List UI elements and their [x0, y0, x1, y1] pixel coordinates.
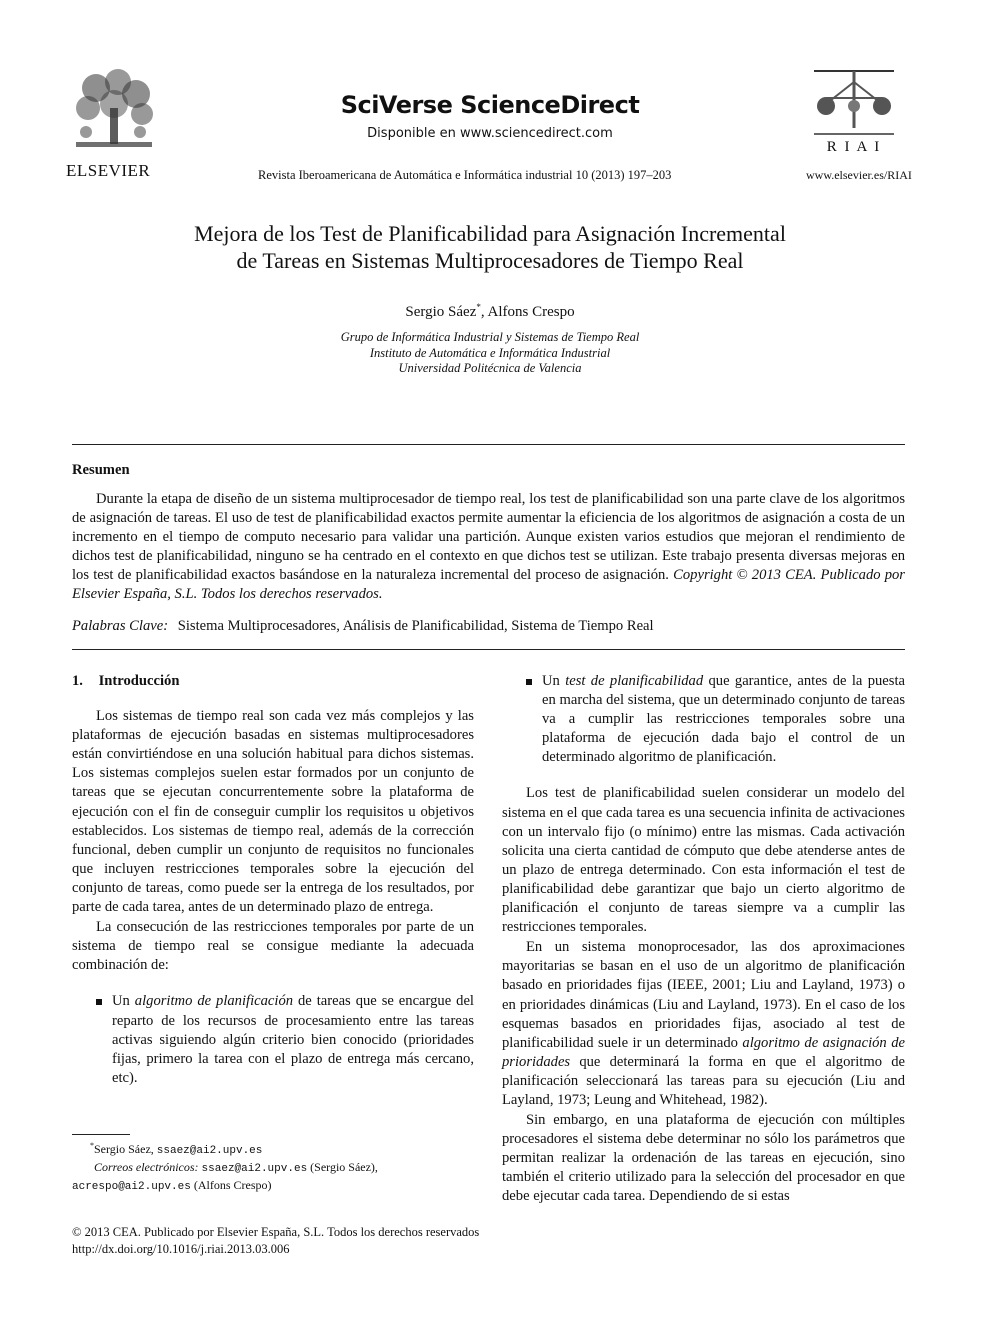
footnote-name: Sergio Sáez, [94, 1142, 157, 1156]
column-right [502, 672, 905, 1207]
article-title-line2: de Tareas en Sistemas Multiprocesadores de Tiempo Real [236, 248, 744, 273]
elsevier-logo [66, 68, 162, 180]
footnote-emails-label: Correos electrónicos: [94, 1160, 199, 1174]
author-footnote-mark[interactable]: * [476, 302, 481, 312]
intro-paragraph-2: La consecución de las restricciones temporales por parte de un sistema de tiempo real se consigue mediante la adecuada combinación de: [72, 919, 474, 974]
affiliations [190, 330, 790, 377]
bullet-square-icon [96, 999, 102, 1005]
footnote: *Sergio Sáez, ssaez@ai2.upv.es Correos electrónicos: ssaez@ai2.upv.es (Sergio Sáez), acrespo@ai2.upv.es (Alfons Crespo) [72, 1141, 378, 1193]
footnote-divider [72, 1134, 130, 1135]
email-saez[interactable]: ssaez@ai2.upv.es [201, 1163, 308, 1175]
affiliation-group: Grupo de Informática Industrial y Sistemas de Tiempo Real [340, 330, 640, 344]
journal-line: Revista Iberoamericana de Automática e Informática industrial 10 (2013) 197–203 [258, 168, 672, 182]
abstract-copyright: Copyright © 2013 CEA. Publicado por Elsevier España, S.L. Todos los derechos reservados. [72, 567, 905, 603]
section-number: 1. [72, 673, 83, 689]
authors [190, 302, 790, 321]
author-crespo: , Alfons Crespo [480, 304, 575, 320]
email-crespo[interactable]: acrespo@ai2.upv.es [72, 1181, 191, 1193]
divider-top [72, 444, 905, 445]
article-title-line1: Mejora de los Test de Planificabilidad para Asignación Incremental [194, 221, 786, 246]
affiliation-institute: Instituto de Automática e Informática Industrial [369, 345, 611, 360]
abstract-heading: Resumen [72, 462, 130, 478]
footer-doi[interactable]: http://dx.doi.org/10.1016/j.riai.2013.03.006 [72, 1242, 290, 1256]
footnote-email[interactable]: ssaez@ai2.upv.es [156, 1145, 263, 1157]
keywords-label: Palabras Clave: [72, 618, 169, 634]
article-title [90, 220, 890, 274]
footer-copyright: © 2013 CEA. Publicado por Elsevier España, S.L. Todos los derechos reservados [72, 1225, 480, 1239]
bullet-schedulability-test: Un test de planificabilidad que garantice, antes de la puesta en marcha del sistema, que un determinado conjunto de tareas va a cumplir las restricciones temporales sobre una plataforma de ejecución dada bajo el control de un determinado algoritmo de planificación. [502, 672, 905, 767]
column-left [72, 672, 474, 1088]
divider-abstract [72, 649, 905, 650]
footer [72, 1224, 672, 1258]
keywords [72, 618, 905, 635]
term-schedulability-test: test de planificabilidad [565, 673, 704, 689]
riai-logo [812, 68, 896, 156]
term-priority-assignment: algoritmo de asignación de prioridades [502, 1034, 905, 1070]
elsevier-tree-icon [66, 68, 162, 154]
intro-paragraph-5: Sin embargo, en una plataforma de ejecución con múltiples procesadores el sistema debe determinar no sólo los parámetros que permitan realizar la ordenación de las tareas en ejecución, sino también el criterio utilizado para la selección del procesador en que debe ejecutar cada tarea. Dependiendo de si estas [502, 1112, 905, 1205]
platform-name: SciVerse ScienceDirect [340, 91, 640, 119]
keywords-list: Sistema Multiprocesadores, Análisis de Planificabilidad, Sistema de Tiempo Real [177, 618, 654, 634]
footnote-mark: * [90, 1141, 94, 1150]
term-scheduling-algorithm: algoritmo de planificación [134, 993, 294, 1010]
bullet-square-icon [526, 679, 532, 685]
riai-url[interactable]: www.elsevier.es/RIAI [806, 168, 912, 182]
author-saez: Sergio Sáez [405, 304, 477, 320]
intro-paragraph-4: En un sistema monoprocesador, las dos aproximaciones mayoritarias se basan en el uso de un algoritmo de planificación basado en prioridades fijas (IEEE, 2001; Liu and Layland, 1973) o en prioridades dinámicas (Liu and Layland, 1973). En el caso de los esquemas basados en prioridades fijas, asociado al test de planificabilidad suele ir un determinado algoritmo de asignación de prioridades que determinará la forma en que el algoritmo de planificación seleccionará las tareas para su ejecución (Liu and Layland, 1973; Leung and Whitehead, 1982). [502, 939, 905, 1108]
intro-paragraph-3: Los test de planificabilidad suelen considerar un modelo del sistema en el que cada tarea es una secuencia infinita de activaciones con un intervalo fijo (o mínimo) entre las mismas. Cada activación solicita una cierta cantidad de cómputo que debe atenderse antes de un plazo de entrega determinado. Con esta información el test de planificabilidad debe garantizar que bajo un cierto algoritmo de planificación el conjunto de tareas siempre va a cumplir las restricciones temporales. [502, 785, 905, 936]
section-title: Introducción [98, 673, 180, 689]
intro-paragraph-1: Los sistemas de tiempo real son cada vez más complejos y las plataformas de ejecución basadas en sistemas multiprocesadores están convirtiéndose en una solución habitual para dichos sistemas. Los sistemas complejos suelen estar formados por un conjunto de tareas que se ejecutan concurrentemente sobre la plataforma de ejecución con el fin de conseguir cumplir los requisitos u objetivos establecidos. Los sistemas de tiempo real, además de la corrección funcional, deben cumplir un conjunto de requisitos no funcionales que incluyen restricciones temporales sobre la ejecución del conjunto de tareas, como puede ser la entrega de los resultados, por parte de cada tarea, antes de un determinado plazo de entrega. [72, 708, 474, 916]
abstract-body [72, 490, 905, 605]
abstract-text: Durante la etapa de diseño de un sistema multiprocesador de tiempo real, los test de planificabilidad son una parte clave de los algoritmos de asignación de tareas. El uso de test de planificabilidad exactos permite aumentar la eficiencia de los algoritmos de asignación a costa de un incremento en el tiempo de computo necesario para validar una partición. Aunque existen varios estudios que mejoran el rendimiento de dichos test de planificabilidad, ninguno se ha centrado en el contexto en que dichos test se utilizan. Este trabajo presenta diversas mejoras en los test de planificabilidad exactos basándose en la naturaleza incremental del proceso de asignación. [72, 491, 905, 584]
publisher-name: ELSEVIER [66, 161, 151, 180]
availability-line: Disponible en www.sciencedirect.com [367, 126, 613, 141]
riai-molecule-icon [812, 68, 896, 138]
riai-logo-text: R I A I [826, 139, 882, 155]
affiliation-university: Universidad Politécnica de Valencia [398, 361, 582, 375]
bullet-scheduling-algorithm: Un algoritmo de planificación de tareas que se encargue del reparto de los recursos de procesamiento entre las tareas activas siguiendo algún criterio bien conocido (prioridades fijas, primero la tarea con el plazo de entrega más cercano, etc). [72, 992, 474, 1087]
section-heading [72, 672, 474, 691]
